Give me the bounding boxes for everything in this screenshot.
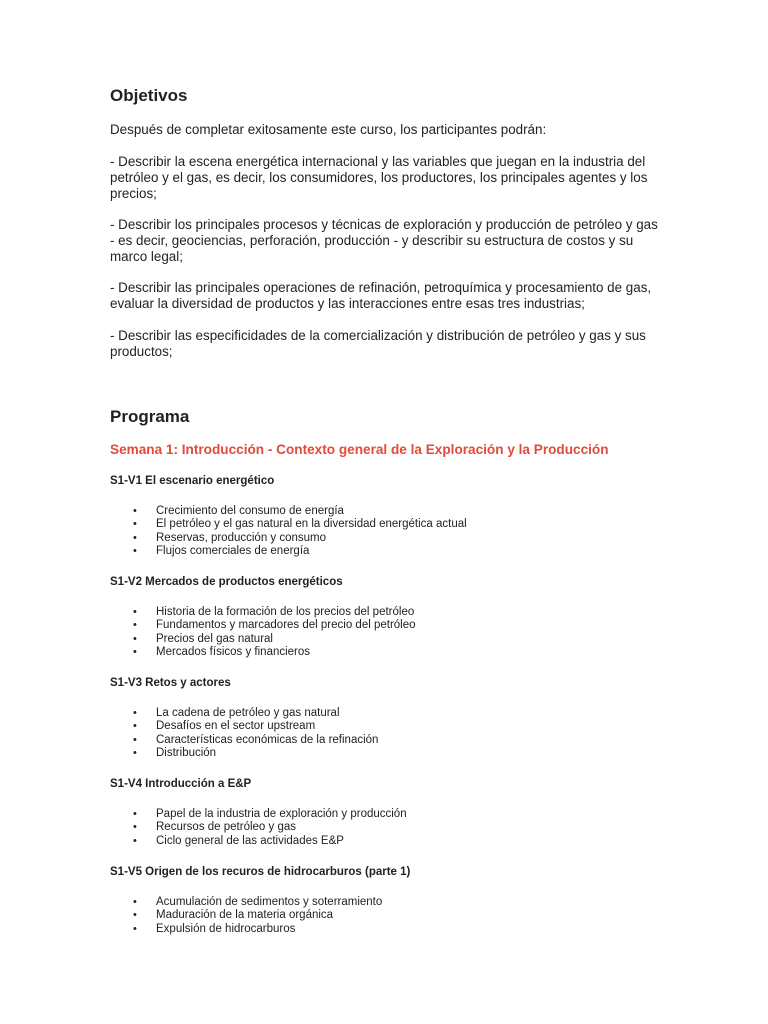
list-item: • Mercados físicos y financieros	[133, 646, 311, 659]
bullet-list	[110, 606, 416, 660]
list-item: • Distribución	[133, 747, 217, 760]
list-item: • Ciclo general de las actividades E&P	[133, 834, 344, 847]
bullet-icon: •	[133, 834, 137, 847]
section-title: S1-V1 El escenario energético	[110, 475, 275, 487]
bullet-icon: •	[133, 545, 137, 558]
list-item: • Maduración de la materia orgánica	[133, 909, 334, 922]
list-item: • Historia de la formación de los precios del petróleo	[133, 606, 415, 618]
bullet-icon: •	[133, 720, 137, 733]
bullet-icon: •	[133, 518, 137, 531]
bullet-icon: •	[133, 909, 137, 922]
section-title: S1-V3 Retos y actores	[110, 677, 231, 689]
list-item: • El petróleo y el gas natural en la diversidad energética actual	[133, 518, 467, 531]
list-item: • Precios del gas natural	[133, 632, 273, 645]
section-title: S1-V2 Mercados de productos energéticos	[110, 576, 343, 588]
programa-heading: Programa	[110, 407, 190, 426]
objetivo-item: - Describir la escena energética internacional y las variables que juegan en la industria del petróleo y el gas, es decir, los consumidores, los productores, los principales agentes y los precios;	[110, 154, 648, 201]
list-item: • Papel de la industria de exploración y producción	[133, 808, 407, 820]
list-item: • Desafíos en el sector upstream	[133, 720, 316, 733]
objetivo-item: - Describir las especificidades de la comercialización y distribución de petróleo y gas y sus productos;	[110, 328, 646, 359]
bullet-icon: •	[133, 808, 137, 820]
list-item: • Crecimiento del consumo de energía	[133, 505, 344, 517]
bullet-icon: •	[133, 632, 137, 645]
objetivo-item: - Describir los principales procesos y técnicas de exploración y producción de petróleo y gas - es decir, geociencias, perforación, producción - y describir su estructura de costos y su marco legal;	[110, 217, 658, 264]
list-item: • Acumulación de sedimentos y soterramiento	[133, 896, 383, 908]
bullet-icon: •	[133, 896, 137, 908]
bullet-list	[110, 896, 382, 936]
bullet-icon: •	[133, 531, 137, 544]
objetivo-item: - Describir las principales operaciones de refinación, petroquímica y procesamiento de gas, evaluar la diversidad de productos y las interacciones entre esas tres industrias;	[110, 280, 652, 311]
bullet-list	[110, 505, 467, 559]
bullet-icon: •	[133, 646, 137, 659]
bullet-icon: •	[133, 606, 137, 618]
bullet-icon: •	[133, 747, 137, 760]
week-title: Semana 1: Introducción - Contexto general de la Exploración y la Producción	[110, 442, 609, 457]
bullet-list	[110, 707, 378, 761]
list-item: • Reservas, producción y consumo	[133, 531, 327, 544]
bullet-icon: •	[133, 505, 137, 517]
bullet-list	[110, 808, 407, 848]
bullet-icon: •	[133, 733, 137, 746]
bullet-icon: •	[133, 619, 137, 632]
list-item: • Flujos comerciales de energía	[133, 545, 310, 558]
bullet-icon: •	[133, 922, 137, 935]
list-item: • Características económicas de la refinación	[133, 733, 379, 746]
objetivos-heading: Objetivos	[110, 86, 188, 105]
bullet-icon: •	[133, 707, 137, 719]
objetivos-intro: Después de completar exitosamente este curso, los participantes podrán:	[110, 122, 547, 137]
list-item: • Fundamentos y marcadores del precio del petróleo	[133, 619, 416, 632]
bullet-icon: •	[133, 821, 137, 834]
section-title: S1-V5 Origen de los recuros de hidrocarburos (parte 1)	[110, 866, 411, 878]
list-item: • Expulsión de hidrocarburos	[133, 922, 296, 935]
list-item: • La cadena de petróleo y gas natural	[133, 707, 340, 719]
section-title: S1-V4 Introducción a E&P	[110, 778, 252, 790]
list-item: • Recursos de petróleo y gas	[133, 821, 296, 834]
